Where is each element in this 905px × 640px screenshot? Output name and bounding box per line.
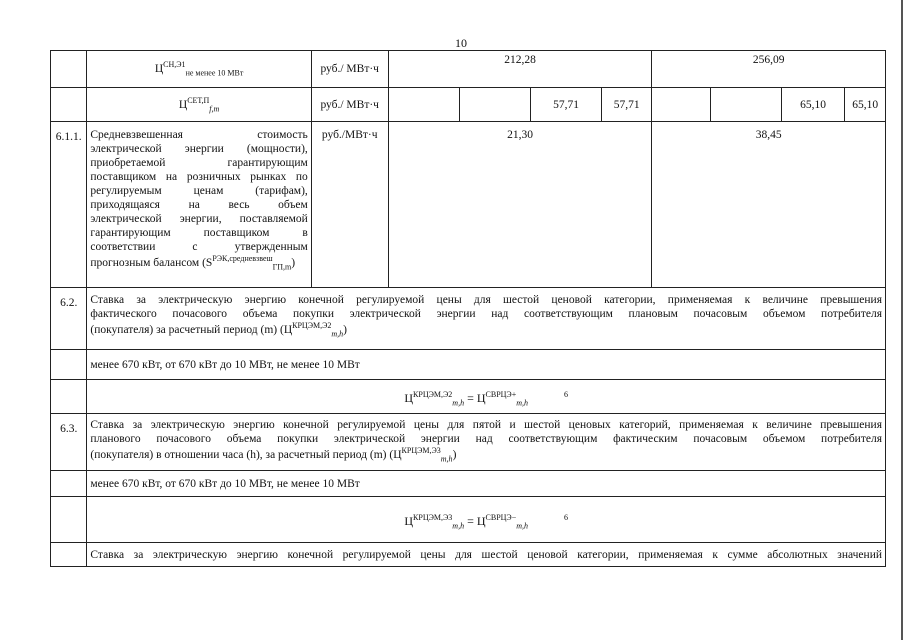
table-row (51, 350, 886, 380)
formula-lhs-sub: m,h (452, 521, 465, 531)
page-number: 10 (455, 36, 467, 50)
formula-rhs-sub: m,h (516, 521, 529, 531)
formula-lhs-sup: КРЦЭМ,Э3 (413, 513, 453, 522)
tariff-table (50, 50, 886, 567)
description-line: гарантирующим поставщиком в (90, 227, 308, 239)
value-cell (711, 88, 782, 122)
footnote-marker: 6 (564, 513, 569, 522)
table-row (51, 51, 886, 88)
table-row (51, 88, 886, 122)
section-line (90, 448, 882, 462)
table-row (51, 543, 886, 567)
description-line: электрической энергии (мощности), (90, 143, 308, 155)
symbol-sup: РЭК,средневзвеш (212, 254, 273, 264)
row-number: 6.3. (51, 414, 87, 471)
row-number-cell (51, 471, 87, 497)
section-text-span: ) (343, 324, 347, 336)
indicator-sub: не менее 10 МВт (185, 68, 244, 78)
section-line (90, 323, 882, 337)
formula-lhs: Ц (404, 514, 414, 528)
description-text: ) (291, 257, 296, 269)
symbol-sup: КРЦЭМ,Э2 (292, 321, 332, 331)
formula-rhs-sub: m,h (516, 398, 529, 408)
section-text (87, 414, 886, 471)
description-line: Средневзвешенная стоимость (90, 129, 308, 141)
formula-lhs-sup: КРЦЭМ,Э2 (413, 390, 453, 399)
value-cell: 65,10 (781, 88, 845, 122)
indicator-sup: СН,Э1 (163, 60, 186, 70)
table-row (51, 380, 886, 414)
scan-edge (901, 0, 903, 640)
formula-equals: = (467, 391, 474, 405)
unit-cell: руб./ МВт·ч (311, 88, 388, 122)
value-cell (388, 88, 460, 122)
description-text: прогнозным балансом (S (90, 257, 213, 269)
table-row (51, 288, 886, 350)
table-row (51, 497, 886, 543)
section-text-span: (покупателя) за расчетный период (m) (Ц (90, 324, 293, 336)
table-row (51, 414, 886, 471)
row-number (51, 543, 87, 567)
section-line: планового почасового объема покупки электрической энергии над соответствующим фактическим почасовым объемом потребителя (90, 433, 882, 445)
formula-lhs: Ц (404, 391, 414, 405)
table-row (51, 471, 886, 497)
description-line: соответствии с утвержденным (90, 241, 308, 253)
formula-equals: = (467, 514, 474, 528)
formula-rhs: Ц (476, 514, 486, 528)
formula-lhs-sub: m,h (452, 398, 465, 408)
section-text-span: ) (452, 449, 457, 461)
description-line: приходящаяся на весь объем (90, 199, 308, 211)
unit-cell: руб./МВт·ч (311, 122, 388, 288)
symbol-sup: КРЦЭМ,Э3 (401, 446, 441, 456)
symbol-sub: m,h (331, 329, 344, 339)
indicator-label (87, 51, 311, 88)
consumer-group-label: менее 670 кВт, от 670 кВт до 10 МВт, не менее 10 МВт (87, 350, 886, 380)
row-number-cell (51, 88, 87, 122)
section-line: фактического почасового объема покупки электрической энергии над соответствующим плановым почасовым объемом потребителя (90, 308, 882, 320)
table-row (51, 122, 886, 288)
indicator-symbol: Ц (154, 63, 164, 75)
value-cell: 57,71 (531, 88, 602, 122)
description-cell (87, 122, 311, 288)
row-number-cell (51, 497, 87, 543)
section-text (87, 288, 886, 350)
value-cell (460, 88, 531, 122)
value-cell-b: 38,45 (652, 122, 886, 288)
value-cell-b: 256,09 (652, 51, 886, 88)
value-cell: 65,10 (845, 88, 886, 122)
description-last-line (90, 256, 307, 270)
indicator-sub: f,m (209, 103, 220, 113)
description-line: приобретаемой гарантирующим (90, 157, 308, 169)
consumer-group-label: менее 670 кВт, от 670 кВт до 10 МВт, не менее 10 МВт (87, 471, 886, 497)
formula-cell (87, 497, 886, 543)
row-number-cell (51, 350, 87, 380)
description-line: электрической энергии, поставляемой (90, 213, 308, 225)
description-line: регулируемым ценам (тарифам), (90, 185, 308, 197)
value-cell (652, 88, 711, 122)
row-number-cell (51, 380, 87, 414)
indicator-label (87, 88, 311, 122)
symbol-sub: m,h (440, 454, 453, 464)
footnote-marker: 6 (564, 390, 569, 399)
formula-rhs: Ц (476, 391, 486, 405)
section-line: Ставка за электрическую энергию конечной регулируемой цены для шестой ценовой категории, применяемая к величине превышения (90, 294, 882, 306)
row-number: 6.2. (51, 288, 87, 350)
section-line: Ставка за электрическую энергию конечной регулируемой цены для шестой ценовой категории, применяемая к сумме абсолютных значений (87, 543, 886, 567)
value-cell-a: 212,28 (388, 51, 652, 88)
section-text-span: (покупателя) в отношении часа (h), за расчетный период (m) (Ц (90, 449, 402, 461)
formula-rhs-sup: СВРЦЭ− (485, 513, 517, 522)
value-cell-a: 21,30 (388, 122, 652, 288)
unit-cell: руб./ МВт·ч (311, 51, 388, 88)
formula-rhs-sup: СВРЦЭ+ (485, 390, 517, 399)
symbol-sub: ГП,m (272, 262, 292, 272)
formula-cell (87, 380, 886, 414)
indicator-sup: СЕТ,П (187, 95, 210, 105)
row-number: 6.1.1. (51, 122, 87, 288)
section-line: Ставка за электрическую энергию конечной регулируемой цены для пятой и шестой ценовых категорий, применяемая к величине превышения (90, 419, 882, 431)
description-line: поставщиком на розничных рынках по (90, 171, 308, 183)
row-number-cell (51, 51, 87, 88)
value-cell: 57,71 (601, 88, 652, 122)
indicator-symbol: Ц (178, 98, 188, 111)
